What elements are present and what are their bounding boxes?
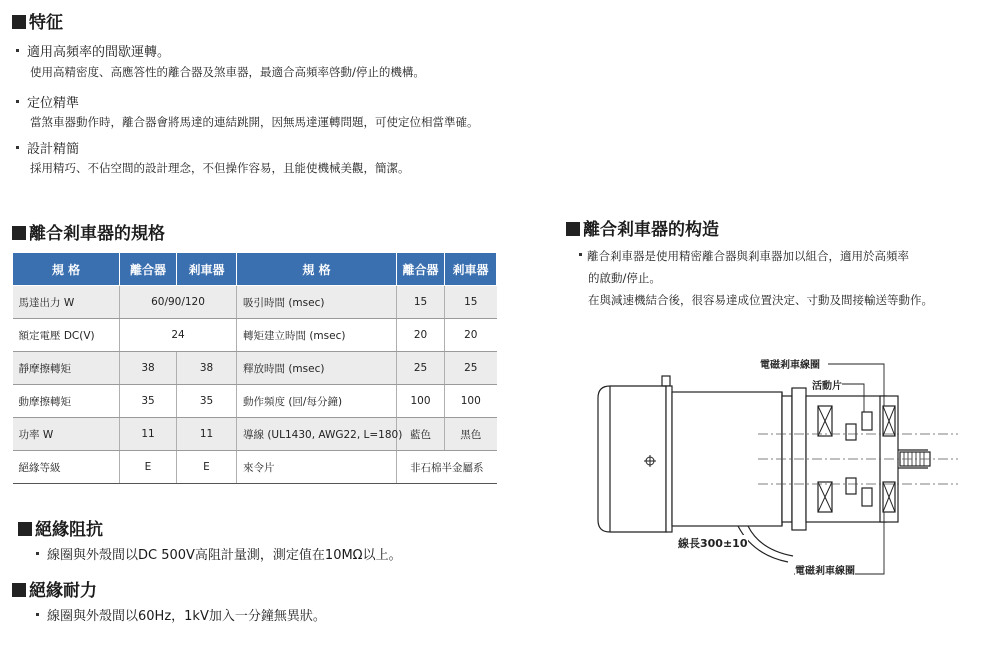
row-label: 吸引時間 (msec) — [237, 286, 397, 319]
insulation-resistance-text: 線圈與外殼間以DC 500V高阻計量測，測定值在10MΩ以上。 — [36, 544, 402, 563]
row-value: E — [120, 451, 177, 484]
header-clutch-right: 離合器 — [397, 253, 445, 286]
bullet-icon — [16, 100, 19, 103]
row-label: 來令片 — [237, 451, 397, 484]
header-spec-left: 規 格 — [13, 253, 120, 286]
armature-label: 活動片 — [812, 377, 842, 392]
header-brake-left: 剎車器 — [177, 253, 237, 286]
row-value: 60/90/120 — [120, 286, 237, 319]
row-value: 15 — [397, 286, 445, 319]
row-value: 15 — [445, 286, 497, 319]
row-value: 20 — [397, 319, 445, 352]
insulation-withstand-text: 線圈與外殼間以60Hz，1kV加入一分鐘無異狀。 — [36, 605, 326, 624]
row-value: 100 — [445, 385, 497, 418]
row-label: 釋放時間 (msec) — [237, 352, 397, 385]
bullet-icon — [579, 253, 582, 256]
structure-line-2: 的啟動/停止。 — [588, 271, 661, 285]
row-label: 靜摩擦轉矩 — [13, 352, 120, 385]
header-spec-right: 規 格 — [237, 253, 397, 286]
square-bullet-icon — [18, 522, 32, 536]
row-label: 動摩擦轉矩 — [13, 385, 120, 418]
row-value: 11 — [120, 418, 177, 451]
insulation-resistance-title: 絕緣阻抗 — [18, 515, 103, 540]
row-label: 馬達出力 W — [13, 286, 120, 319]
row-label: 絕緣等級 — [13, 451, 120, 484]
row-value: 黑色 — [445, 418, 497, 451]
row-label: 動作頻度 (回/每分鐘) — [237, 385, 397, 418]
structure-line-3: 在與減速機結合後，很容易達成位置決定、寸動及間接輸送等動作。 — [588, 293, 933, 307]
clutch-brake-diagram — [588, 350, 984, 580]
row-value: 38 — [120, 352, 177, 385]
row-value: 100 — [397, 385, 445, 418]
structure-line-1: 離合剎車器是使用精密離合器與剎車器加以組合，適用於高頻率 — [579, 248, 909, 264]
features-title: 特征 — [12, 8, 63, 33]
row-value: 38 — [177, 352, 237, 385]
square-bullet-icon — [566, 222, 580, 236]
table-row — [13, 319, 497, 352]
feature-1-head: 適用高頻率的間歇運轉。 — [16, 41, 170, 60]
feature-1-body: 使用高精密度、高應答性的離合器及煞車器，最適合高頻率啓動/停止的機構。 — [30, 65, 425, 79]
row-value: 35 — [120, 385, 177, 418]
coil-top-label: 電磁剎車線圈 — [760, 356, 820, 371]
bullet-icon — [36, 613, 39, 616]
feature-3-body: 採用精巧、不佔空間的設計理念，不但操作容易，且能使機械美觀，簡潔。 — [30, 161, 410, 175]
row-label: 導線 (UL1430, AWG22, L=180) — [237, 418, 397, 451]
bullet-icon — [16, 146, 19, 149]
feature-2-body: 當煞車器動作時，離合器會將馬達的連結跳開，因無馬達運轉問題，可使定位相當準確。 — [30, 115, 479, 129]
table-row — [13, 418, 497, 451]
lead-length-label: 線長300±10 — [678, 537, 748, 550]
table-row — [13, 451, 497, 484]
header-brake-right: 剎車器 — [445, 253, 497, 286]
spec-table — [12, 252, 497, 484]
feature-2-head: 定位精準 — [16, 92, 79, 111]
row-label: 轉矩建立時間 (msec) — [237, 319, 397, 352]
row-value: E — [177, 451, 237, 484]
spec-title: 離合剎車器的規格 — [12, 219, 165, 244]
bullet-icon — [16, 49, 19, 52]
structure-title: 離合剎車器的构造 — [566, 215, 719, 240]
coil-bottom-label: 電磁剎車線圈 — [795, 562, 855, 577]
row-value: 25 — [397, 352, 445, 385]
row-value: 非石棉半金屬系 — [397, 451, 497, 484]
row-value: 24 — [120, 319, 237, 352]
feature-3-head: 設計精簡 — [16, 138, 79, 157]
row-value: 11 — [177, 418, 237, 451]
row-value: 藍色 — [397, 418, 445, 451]
square-bullet-icon — [12, 15, 26, 29]
table-row — [13, 352, 497, 385]
row-label: 額定電壓 DC(V) — [13, 319, 120, 352]
insulation-withstand-title: 絕緣耐力 — [12, 576, 97, 601]
spec-header-row — [13, 253, 497, 286]
square-bullet-icon — [12, 226, 26, 240]
square-bullet-icon — [12, 583, 26, 597]
row-label: 功率 W — [13, 418, 120, 451]
bullet-icon — [36, 552, 39, 555]
row-value: 35 — [177, 385, 237, 418]
table-row — [13, 385, 497, 418]
table-row — [13, 286, 497, 319]
header-clutch-left: 離合器 — [120, 253, 177, 286]
row-value: 20 — [445, 319, 497, 352]
row-value: 25 — [445, 352, 497, 385]
